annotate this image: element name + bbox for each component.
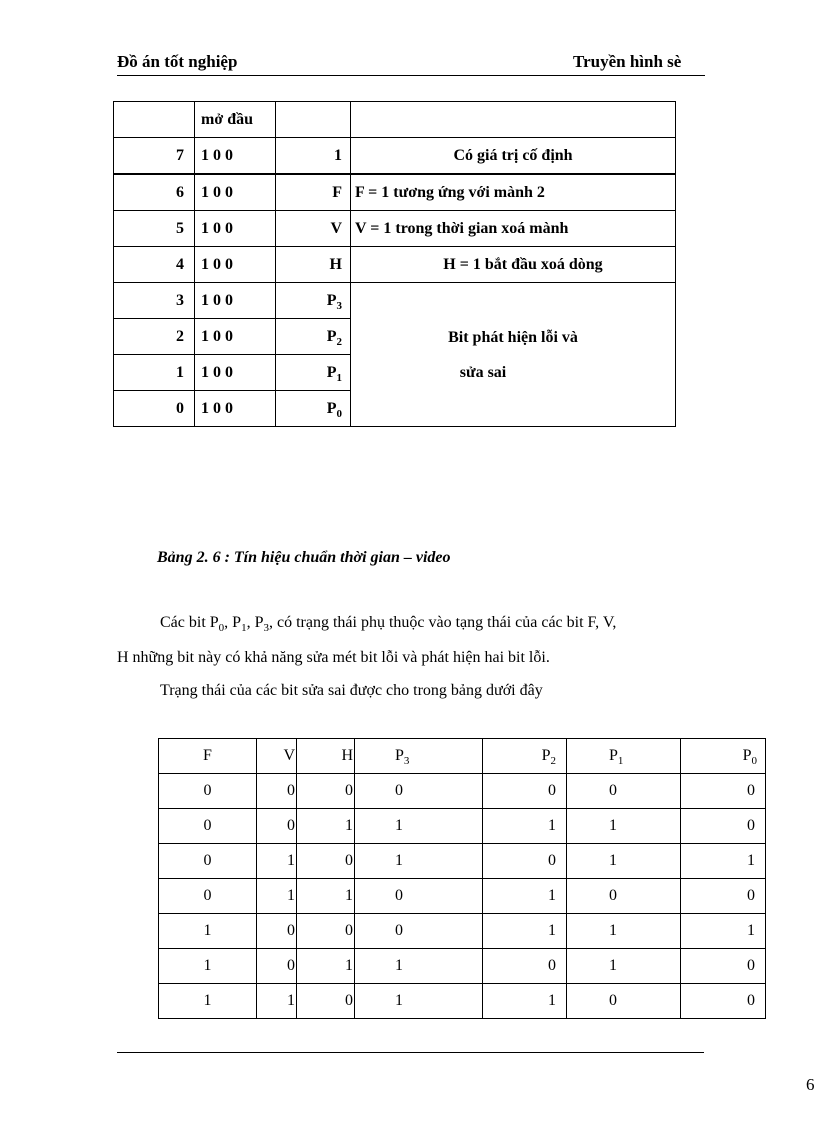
table-row [159,809,766,844]
table-cell: 1 [355,949,483,984]
paragraph-1: Các bit $P_0$, $P_1$, $P_3$, có trạng thái phụ thuộc vào tạng thái của các bit F, V, [160,614,617,634]
table-cell: 0 [257,809,297,844]
row-description: F = 1 tương ứng với mành 2 [351,174,676,211]
table-cell: 0 [355,879,483,914]
row-symbol: $P_3$ [276,283,351,319]
parity-table [158,738,766,1019]
row-bits: 1 0 0 [195,247,276,283]
paragraph-2: H những bit này có khả năng sửa mét bit lỗi và phát hiện hai bit lỗi. [117,649,550,666]
row-number: 6 [114,174,195,211]
header-cell: F [159,739,257,774]
table-cell: 1 [567,914,681,949]
header-rule [117,75,705,76]
row-symbol: 1 [276,138,351,175]
table-cell: 1 [257,879,297,914]
table-cell: 0 [297,774,355,809]
table-cell: 1 [297,809,355,844]
table-cell: 0 [257,914,297,949]
table-cell: 1 [681,844,766,879]
table-cell: 1 [483,879,567,914]
table-row [114,211,676,247]
table-cell: 0 [681,984,766,1019]
header-cell: $P_2$ [483,739,567,774]
row-bits: 1 0 0 [195,174,276,211]
row-number: 7 [114,138,195,175]
row-bits: 1 0 0 [195,391,276,427]
table-cell: 0 [483,844,567,879]
table-cell: 1 [257,844,297,879]
table-cell: 0 [297,844,355,879]
table-cell: 1 [483,809,567,844]
row-symbol: $P_1$ [276,355,351,391]
table-cell: 1 [567,949,681,984]
table-cell: 0 [355,774,483,809]
table-cell: 0 [567,879,681,914]
row-symbol: F [276,174,351,211]
table-cell: 0 [159,844,257,879]
table-cell: 0 [297,984,355,1019]
header-cell: $P_1$ [567,739,681,774]
table-cell: 0 [681,774,766,809]
table-cell: 0 [567,984,681,1019]
table-cell: 0 [355,914,483,949]
row-bits: 1 0 0 [195,138,276,175]
table-row [114,247,676,283]
header-title-right: Truyền hình sè [573,52,682,71]
table-row [114,283,676,319]
table-cell: 0 [483,949,567,984]
table-cell: 1 [159,984,257,1019]
signal-table [113,101,676,427]
row-bits: 1 0 0 [195,319,276,355]
table-cell: 1 [567,844,681,879]
table-cell: 1 [257,984,297,1019]
table-row [159,844,766,879]
row-bits: 1 0 0 [195,211,276,247]
row-number: 2 [114,319,195,355]
row-symbol: V [276,211,351,247]
table-cell: 1 [681,914,766,949]
table-row [159,949,766,984]
row-symbol: H [276,247,351,283]
footer-rule [117,1052,704,1053]
table-cell: 0 [567,774,681,809]
row-description: H = 1 bắt đầu xoá dòng [351,247,676,283]
row-number: 0 [114,391,195,427]
partial-row-text: mở đầu [195,102,276,138]
table-caption: Bảng 2. 6 : Tín hiệu chuẩn thời gian – video [157,549,451,566]
table-cell: 0 [483,774,567,809]
table-header-row [159,739,766,774]
table-row [114,138,676,175]
merged-description: Bit phát hiện lỗi và sửa sai [351,283,676,427]
table-row [159,914,766,949]
header-cell: V [257,739,297,774]
table-row [114,174,676,211]
table-cell: 0 [297,914,355,949]
table-row [159,774,766,809]
table-cell: 0 [257,949,297,984]
row-bits: 1 0 0 [195,283,276,319]
table-cell: 1 [355,844,483,879]
table-cell: 0 [257,774,297,809]
table-row [114,102,676,138]
table-cell: 1 [159,949,257,984]
table-cell: 0 [159,809,257,844]
row-symbol: $P_2$ [276,319,351,355]
header-cell: H [297,739,355,774]
table-cell: 1 [355,984,483,1019]
paragraph-3: Trạng thái của các bit sửa sai được cho trong bảng dưới đây [160,682,543,699]
table-cell: 1 [159,914,257,949]
header-cell: $P_3$ [355,739,483,774]
row-number: 5 [114,211,195,247]
header-cell: $P_0$ [681,739,766,774]
row-bits: 1 0 0 [195,355,276,391]
table-row [159,879,766,914]
row-symbol: $P_0$ [276,391,351,427]
row-description: V = 1 trong thời gian xoá mành [351,211,676,247]
table-cell: 0 [681,879,766,914]
row-number: 3 [114,283,195,319]
table-row [159,984,766,1019]
table-cell: 0 [681,809,766,844]
page-number: 6 [806,1075,815,1094]
table-cell: 0 [681,949,766,984]
table-cell: 1 [483,984,567,1019]
table-cell: 1 [567,809,681,844]
table-cell: 1 [297,949,355,984]
row-number: 1 [114,355,195,391]
header-title-left: Đồ án tốt nghiệp [117,52,238,71]
table-cell: 0 [159,774,257,809]
table-cell: 1 [355,809,483,844]
table-cell: 0 [159,879,257,914]
table-cell: 1 [297,879,355,914]
table-cell: 1 [483,914,567,949]
row-description: Có giá trị cố định [351,138,676,175]
row-number: 4 [114,247,195,283]
